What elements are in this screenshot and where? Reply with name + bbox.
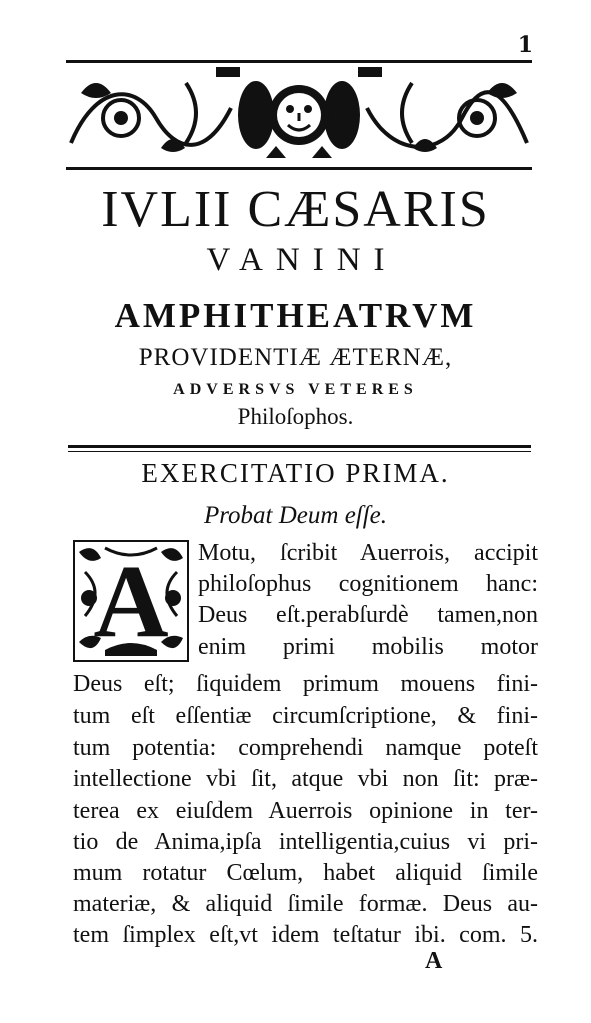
body-text-line: terea ex eiuſdem Auerrois opinione in ter- (73, 798, 538, 824)
body-text-line: mum rotatur Cœlum, habet aliquid ſimile (73, 860, 538, 886)
body-text-line: Deus eſt.perabſurdè tamen,non (198, 602, 538, 628)
section-heading: EXERCITATIO PRIMA. (141, 458, 450, 488)
floral-ornament-icon (66, 63, 532, 167)
work-against: ADVERSVS VETERES (173, 381, 418, 398)
body-text-line: intellectione vbi ſit, atque vbi non ſit: præ- (73, 766, 538, 792)
body-text-line: philoſophus cognitionem hanc: (198, 571, 538, 597)
body-text-line: tum eſt eſſentiæ circumſcriptione, & fini- (73, 703, 538, 729)
work-subtitle: PROVIDENTIÆ ÆTERNÆ, (138, 344, 453, 371)
decorated-initial (73, 540, 189, 662)
page-number: 1 (517, 32, 533, 58)
section-subheading: Probat Deum eſſe. (203, 502, 388, 529)
body-text-line: materiæ, & aliquid ſimile formæ. Deus au- (73, 891, 538, 917)
body-text-line: tem ſimplex eſt,vt idem teſtatur ibi. com. 5. (73, 922, 538, 948)
author-surname: VANINI (206, 242, 398, 278)
dropcap-letter: A (93, 544, 169, 659)
ornamental-headpiece (66, 60, 532, 170)
work-title: AMPHITHEATRVM (114, 296, 477, 335)
work-audience: Philoſophos. (237, 404, 354, 429)
body-text-line: tum potentia: comprehendi namque poteſt (73, 735, 538, 761)
double-rule-thick (68, 445, 531, 448)
catchword-signature: A (425, 948, 443, 974)
author-name: IVLII CÆSARIS (101, 181, 490, 238)
body-text-line: Deus eſt; ſiquidem primum mouens fini- (73, 671, 538, 697)
body-text-line: tio de Anima,ipſa intelligentia,cuius vi pri- (73, 829, 538, 855)
body-text-line: enim primi mobilis motor (198, 634, 538, 660)
body-text-line: Motu, ſcribit Auerrois, accipit (198, 540, 538, 566)
double-rule-thin (68, 451, 531, 452)
